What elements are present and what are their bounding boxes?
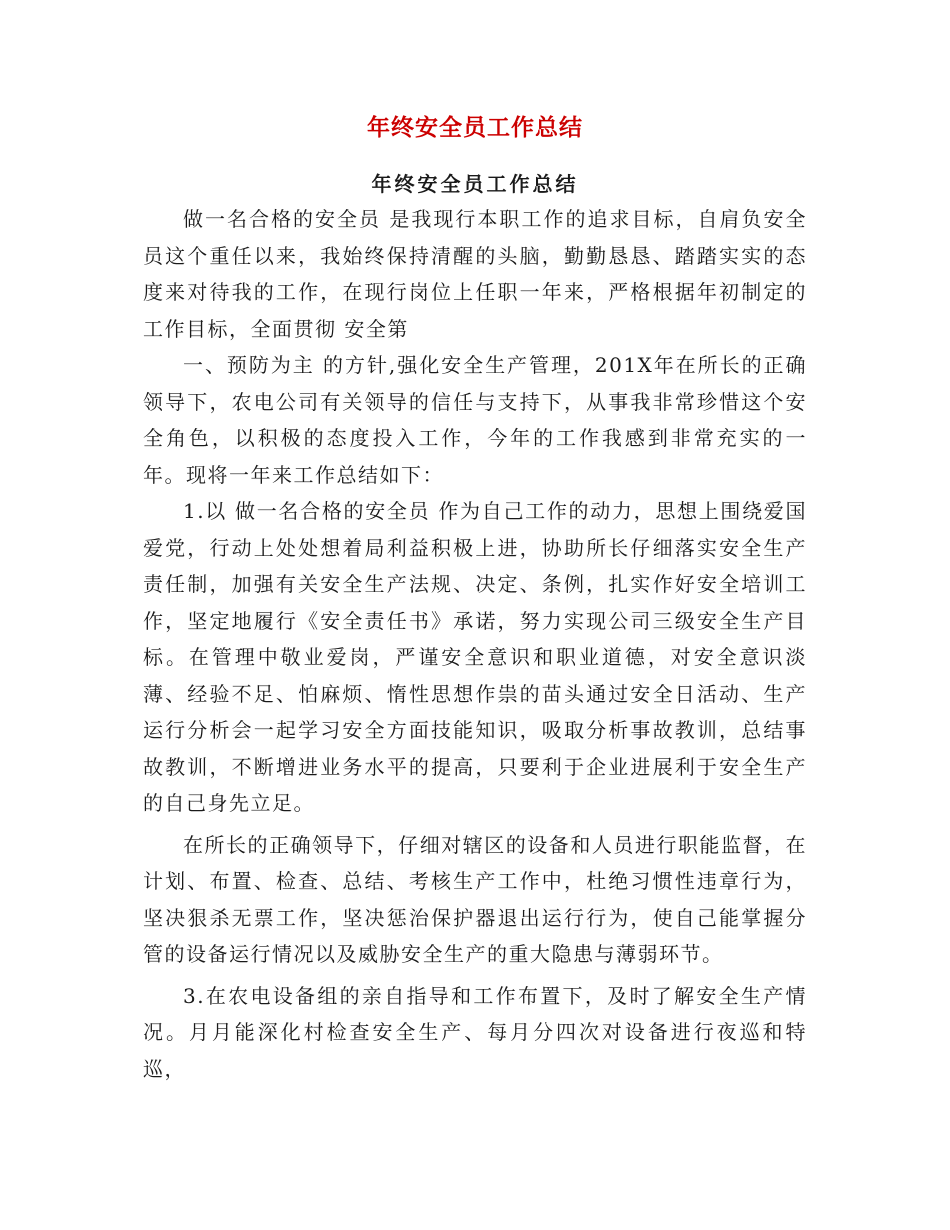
document-subtitle: 年终安全员工作总结 [371,172,579,196]
document-title: 年终安全员工作总结 [367,115,583,141]
paragraph-item-1: 1.以 做一名合格的安全员 作为自己工作的动力，思想上围绕爱国爱党，行动上处处想着局利益积极上进，协助所长仔细落实安全生产责任制，加强有关安全生产法规、决定、条例，扎实作好安全培训工作，坚定地履行《安全责任书》承诺，努力实现公司三级安全生产目标。在管理中敬业爱岗，严谨安全意识和职业道德，对安全意识淡薄、经验不足、怕麻烦、惰性思想作祟的苗头通过安全日活动、生产运行分析会一起学习安全方面技能知识，吸取分析事故教训，总结事故教训，不断增进业务水平的提高，只要利于企业进展利于安全生产的自己身先立足。 [143,499,807,815]
paragraph-item-2: 在所长的正确领导下，仔细对辖区的设备和人员进行职能监督，在计划、布置、检查、总结、考核生产工作中，杜绝习惯性违章行为，坚决狠杀无票工作，坚决惩治保护器退出运行行为，使自己能掌握分管的设备运行情况以及威胁安全生产的重大隐患与薄弱环节。 [143,832,807,966]
paragraph-section-1: 一、预防为主 的方针,强化安全生产管理，201X年在所长的正确领导下，农电公司有关领导的信任与支持下，从事我非常珍惜这个安全角色，以积极的态度投入工作，今年的工作我感到非常充实的一年。现将一年来工作总结如下： [143,353,807,487]
paragraph-intro: 做一名合格的安全员 是我现行本职工作的追求目标，自肩负安全员这个重任以来，我始终保持清醒的头脑，勤勤恳恳、踏踏实实的态度来对待我的工作，在现行岗位上任职一年来，严格根据年初制定的工作目标，全面贯彻 安全第 [143,207,807,341]
paragraph-item-3: 3.在农电设备组的亲自指导和工作布置下，及时了解安全生产情况。月月能深化村检查安全生产、每月分四次对设备进行夜巡和特巡， [143,983,807,1081]
document-body [143,201,807,1087]
